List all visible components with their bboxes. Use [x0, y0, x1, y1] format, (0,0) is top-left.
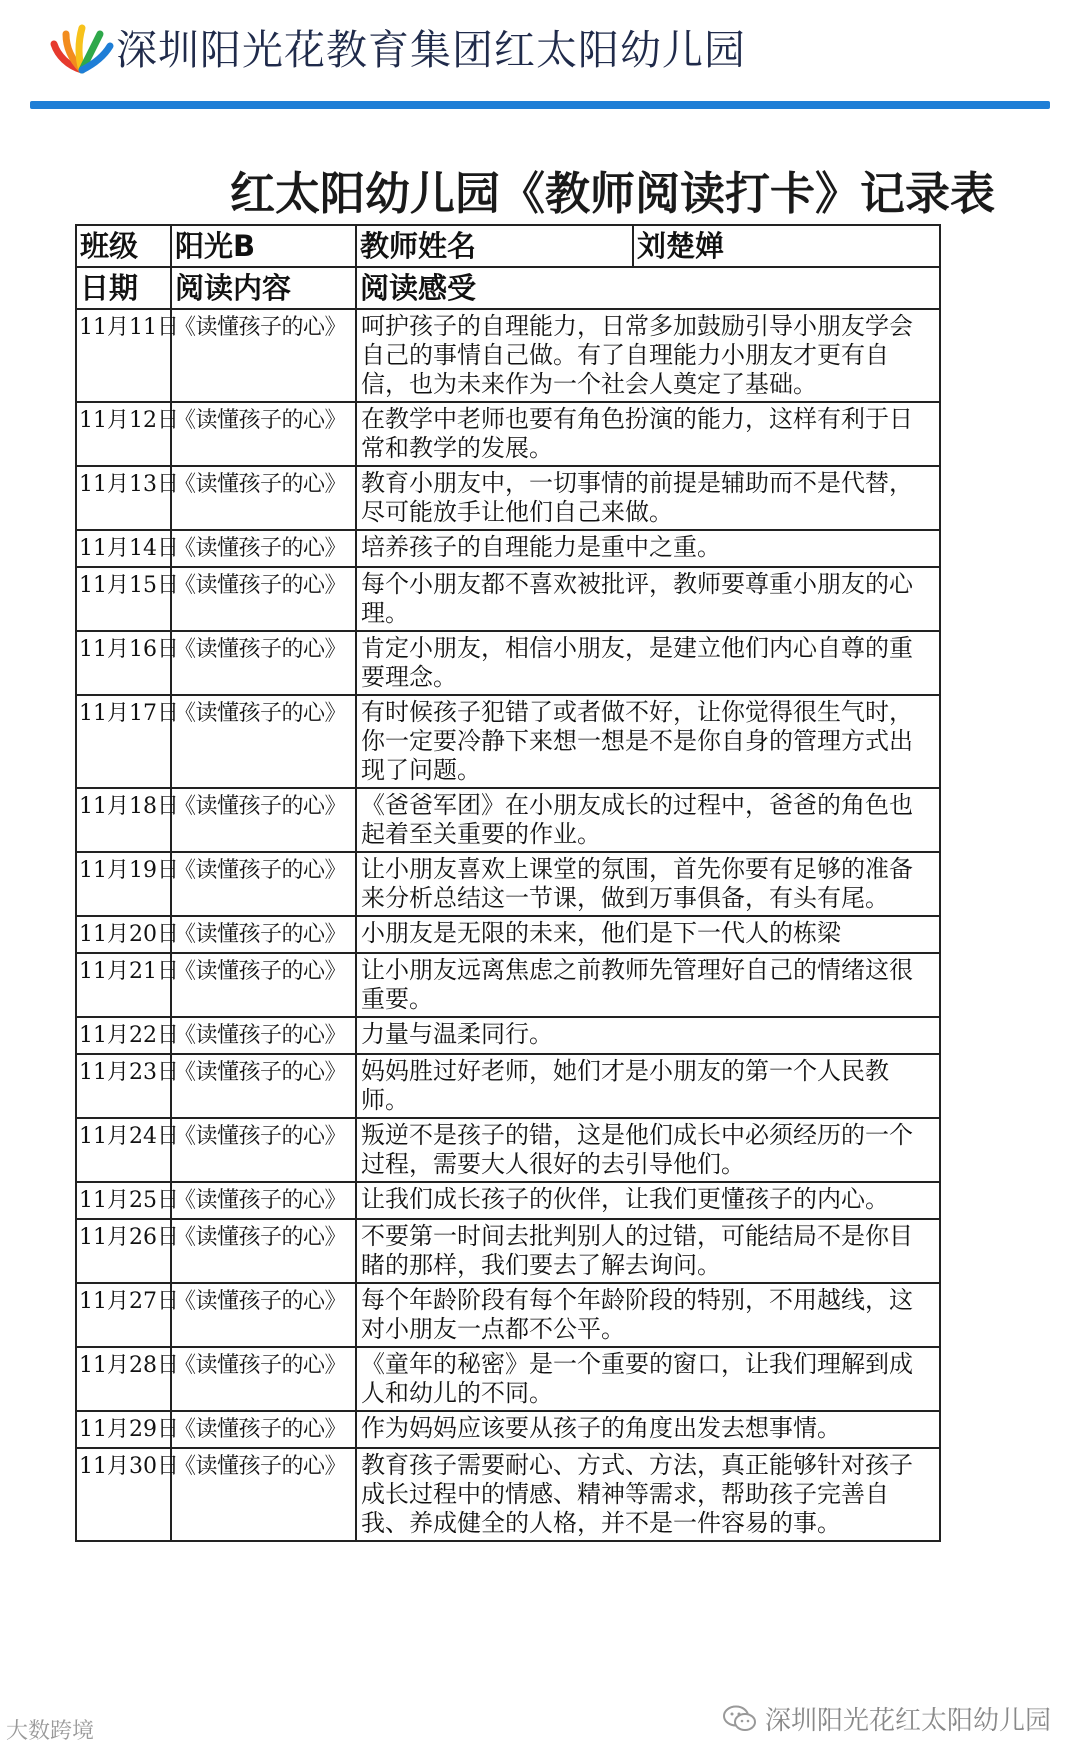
row-feeling: 作为妈妈应该要从孩子的角度出发去想事情。	[356, 1411, 940, 1448]
row-date: 11月27日	[76, 1283, 171, 1347]
row-book: 《读懂孩子的心》	[171, 788, 356, 852]
row-date: 11月30日	[76, 1448, 171, 1541]
row-date: 11月29日	[76, 1411, 171, 1448]
table-row	[76, 402, 940, 466]
page-title: 红太阳幼儿园《教师阅读打卡》记录表	[230, 167, 996, 220]
row-date: 11月13日	[76, 466, 171, 530]
row-date: 11月14日	[76, 530, 171, 567]
row-book: 《读懂孩子的心》	[171, 1448, 356, 1541]
teacher-value: 刘楚婵	[633, 225, 940, 267]
table-row	[76, 466, 940, 530]
row-book: 《读懂孩子的心》	[171, 567, 356, 631]
row-date: 11月26日	[76, 1219, 171, 1283]
row-book: 《读懂孩子的心》	[171, 1219, 356, 1283]
table-row	[76, 1283, 940, 1347]
wechat-icon	[723, 1705, 757, 1733]
row-book: 《读懂孩子的心》	[171, 1054, 356, 1118]
row-book: 《读懂孩子的心》	[171, 1182, 356, 1219]
row-book: 《读懂孩子的心》	[171, 852, 356, 916]
row-feeling: 妈妈胜过好老师，她们才是小朋友的第一个人民教师。	[356, 1054, 940, 1118]
row-date: 11月25日	[76, 1182, 171, 1219]
column-header-row	[76, 267, 940, 309]
row-feeling: 每个年龄阶段有每个年龄阶段的特别，不用越线，这对小朋友一点都不公平。	[356, 1283, 940, 1347]
sunflower-hand-logo	[48, 22, 116, 78]
row-feeling: 有时候孩子犯错了或者做不好，让你觉得很生气时，你一定要冷静下来想一想是不是你自身的管理方式出现了问题。	[356, 695, 940, 788]
footer-right-watermark	[723, 1700, 1051, 1737]
row-date: 11月24日	[76, 1118, 171, 1182]
row-book: 《读懂孩子的心》	[171, 309, 356, 402]
table-row	[76, 916, 940, 953]
row-book: 《读懂孩子的心》	[171, 916, 356, 953]
table-row	[76, 530, 940, 567]
footer-left-watermark: 大数跨境	[6, 1719, 95, 1744]
row-date: 11月15日	[76, 567, 171, 631]
row-feeling: 让小朋友远离焦虑之前教师先管理好自己的情绪这很重要。	[356, 953, 940, 1017]
row-date: 11月17日	[76, 695, 171, 788]
row-feeling: 在教学中老师也要有角色扮演的能力，这样有利于日常和教学的发展。	[356, 402, 940, 466]
table-row	[76, 852, 940, 916]
table-row	[76, 695, 940, 788]
row-date: 11月20日	[76, 916, 171, 953]
row-book: 《读懂孩子的心》	[171, 402, 356, 466]
row-feeling: 小朋友是无限的未来，他们是下一代人的栋梁	[356, 916, 940, 953]
row-feeling: 每个小朋友都不喜欢被批评，教师要尊重小朋友的心理。	[356, 567, 940, 631]
row-book: 《读懂孩子的心》	[171, 1017, 356, 1054]
letterhead	[0, 0, 1075, 120]
row-book: 《读懂孩子的心》	[171, 466, 356, 530]
row-feeling: 让小朋友喜欢上课堂的氛围，首先你要有足够的准备来分析总结这一节课，做到万事俱备，有头有尾。	[356, 852, 940, 916]
row-book: 《读懂孩子的心》	[171, 1118, 356, 1182]
table-row	[76, 1017, 940, 1054]
row-book: 《读懂孩子的心》	[171, 631, 356, 695]
table-row	[76, 1411, 940, 1448]
table-row	[76, 1054, 940, 1118]
reading-log-table	[75, 224, 941, 1542]
table-row	[76, 1219, 940, 1283]
table-row	[76, 788, 940, 852]
row-book: 《读懂孩子的心》	[171, 1347, 356, 1411]
table-row	[76, 1448, 940, 1541]
row-date: 11月22日	[76, 1017, 171, 1054]
row-feeling: 《爸爸军团》在小朋友成长的过程中，爸爸的角色也起着至关重要的作业。	[356, 788, 940, 852]
row-feeling: 叛逆不是孩子的错，这是他们成长中必须经历的一个过程，需要大人很好的去引导他们。	[356, 1118, 940, 1182]
table-row	[76, 953, 940, 1017]
row-date: 11月21日	[76, 953, 171, 1017]
row-book: 《读懂孩子的心》	[171, 695, 356, 788]
content-column-header: 阅读内容	[171, 267, 356, 309]
class-value: 阳光B	[171, 225, 356, 267]
row-feeling: 呵护孩子的自理能力，日常多加鼓励引导小朋友学会自己的事情自己做。有了自理能力小朋友才更有自信，也为未来作为一个社会人奠定了基础。	[356, 309, 940, 402]
row-date: 11月28日	[76, 1347, 171, 1411]
row-feeling: 让我们成长孩子的伙伴，让我们更懂孩子的内心。	[356, 1182, 940, 1219]
row-feeling: 教育小朋友中，一切事情的前提是辅助而不是代替，尽可能放手让他们自己来做。	[356, 466, 940, 530]
table-row	[76, 309, 940, 402]
row-feeling: 力量与温柔同行。	[356, 1017, 940, 1054]
row-date: 11月18日	[76, 788, 171, 852]
row-date: 11月16日	[76, 631, 171, 695]
teacher-label: 教师姓名	[356, 225, 633, 267]
row-date: 11月11日	[76, 309, 171, 402]
row-date: 11月23日	[76, 1054, 171, 1118]
row-book: 《读懂孩子的心》	[171, 1283, 356, 1347]
table-row	[76, 1118, 940, 1182]
table-row	[76, 1182, 940, 1219]
footer-right-text: 深圳阳光花红太阳幼儿园	[764, 1706, 1051, 1736]
row-feeling: 不要第一时间去批判别人的过错，可能结局不是你目睹的那样，我们要去了解去询问。	[356, 1219, 940, 1283]
row-feeling: 肯定小朋友，相信小朋友，是建立他们内心自尊的重要理念。	[356, 631, 940, 695]
row-book: 《读懂孩子的心》	[171, 953, 356, 1017]
row-feeling: 培养孩子的自理能力是重中之重。	[356, 530, 940, 567]
header-divider	[30, 101, 1050, 109]
row-date: 11月19日	[76, 852, 171, 916]
row-feeling: 《童年的秘密》是一个重要的窗口，让我们理解到成人和幼儿的不同。	[356, 1347, 940, 1411]
row-book: 《读懂孩子的心》	[171, 530, 356, 567]
date-column-header: 日期	[76, 267, 171, 309]
table-row	[76, 567, 940, 631]
feeling-column-header: 阅读感受	[356, 267, 940, 309]
table-row	[76, 631, 940, 695]
row-feeling: 教育孩子需要耐心、方式、方法，真正能够针对孩子成长过程中的情感、精神等需求，帮助孩子完善自我、养成健全的人格，并不是一件容易的事。	[356, 1448, 940, 1541]
organization-name: 深圳阳光花教育集团红太阳幼儿园	[116, 26, 746, 74]
table-row	[76, 1347, 940, 1411]
row-date: 11月12日	[76, 402, 171, 466]
info-row	[76, 225, 940, 267]
row-book: 《读懂孩子的心》	[171, 1411, 356, 1448]
class-label: 班级	[76, 225, 171, 267]
